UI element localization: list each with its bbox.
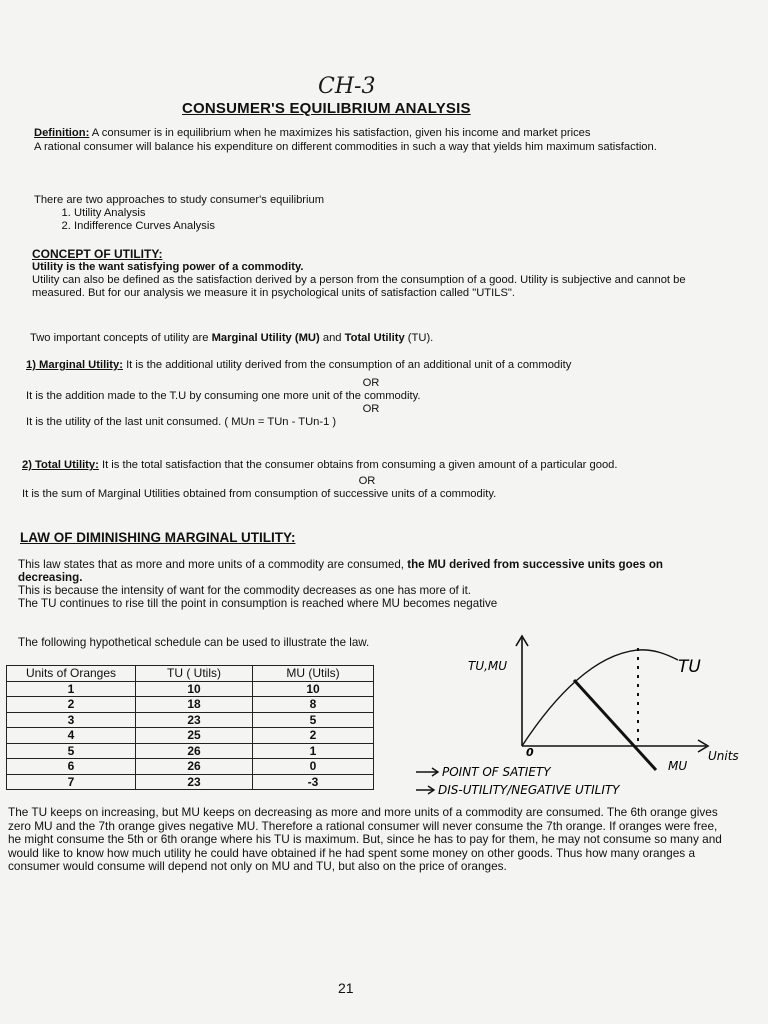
table-cell: 23	[136, 712, 253, 728]
approaches-section	[34, 194, 734, 233]
approach-item: 1. Utility Analysis	[74, 207, 734, 220]
or-label: OR	[362, 403, 380, 415]
definition-section	[34, 127, 734, 154]
table-cell: 26	[136, 759, 253, 775]
x-axis-label: Units	[708, 749, 739, 763]
table-cell: 5	[253, 712, 374, 728]
table-cell: 6	[7, 759, 136, 775]
table-cell: 7	[7, 774, 136, 790]
page-title: CONSUMER'S EQUILIBRIUM ANALYSIS	[182, 100, 471, 117]
schedule-intro: The following hypothetical schedule can be used to illustrate the law.	[18, 636, 370, 649]
or-label: OR	[358, 475, 376, 487]
law-heading: LAW OF DIMINISHING MARGINAL UTILITY:	[20, 530, 296, 545]
table-cell: 2	[7, 697, 136, 713]
table-cell: 1	[7, 681, 136, 697]
concept-text: Utility can also be defined as the satisfaction derived by a person from the consumption of a good. Utility is subjective and cannot be measured. But for our analysis we measure it in psychological units of satisfaction called "UTILS".	[32, 274, 686, 299]
table-cell: 25	[136, 728, 253, 744]
law-bold: the MU derived from successive units goes on decreasing.	[18, 558, 663, 584]
marginal-alt-2: It is the utility of the last unit consumed. ( MUn = TUn - TUn-1 )	[26, 416, 337, 428]
table-cell: 10	[136, 681, 253, 697]
conclusion-paragraph: The TU keeps on increasing, but MU keeps on decreasing as more and more units of a commodity are consumed. The 6th orange gives zero MU and the 7th orange gives negative MU. Therefore a rational consumer will never consume the 7th orange. If oranges were free, he might consume the 5th or 6th orange where his TU is maximum. But, since he has to pay for them, he may not consume so many and would like to know how much utility he could have obtained if he had spent some money on other goods. Thus how many oranges a consumer would consume will depend not only on MU and TU, but also on the price of oranges.	[8, 805, 722, 874]
tu-mu-graph	[416, 634, 768, 808]
utility-schedule-table	[6, 665, 374, 790]
table-cell: 3	[7, 712, 136, 728]
law-pre: This law states that as more and more units of a commodity are consumed,	[18, 558, 408, 571]
table-row	[7, 712, 374, 728]
tu-curve	[522, 650, 678, 746]
concept-bold: Utility is the want satisfying power of a commodity.	[32, 261, 304, 273]
chapter-label: CH-3	[318, 74, 376, 99]
page-number: 21	[338, 980, 354, 996]
tu-term: Total Utility	[344, 332, 405, 344]
table-row	[7, 759, 374, 775]
definition-text-2: A rational consumer will balance his expenditure on different commodities in such a way that yields him maximum satisfaction.	[34, 141, 657, 153]
marginal-utility-section	[26, 359, 716, 429]
table-cell: 2	[253, 728, 374, 744]
table-cell: -3	[253, 774, 374, 790]
approaches-list	[34, 207, 734, 233]
table-cell: 4	[7, 728, 136, 744]
concept-heading: CONCEPT OF UTILITY:	[32, 247, 163, 261]
table-cell: 26	[136, 743, 253, 759]
definition-text: A consumer is in equilibrium when he maximizes his satisfaction, given his income and market prices	[89, 127, 591, 139]
approach-item: 2. Indifference Curves Analysis	[74, 220, 734, 233]
mu-line-label: MU	[668, 759, 688, 773]
table-cell: 0	[253, 759, 374, 775]
table-row	[7, 743, 374, 759]
approaches-intro: There are two approaches to study consumer's equilibrium	[34, 194, 325, 206]
definition-label: Definition:	[34, 127, 90, 139]
table-cell: 1	[253, 743, 374, 759]
or-label: OR	[362, 377, 380, 389]
table-cell: 10	[253, 681, 374, 697]
point-of-satiety-label: POINT OF SATIETY	[442, 765, 551, 779]
table-row	[7, 728, 374, 744]
y-axis-label: TU,MU	[468, 659, 508, 673]
law-section	[18, 558, 724, 610]
law-line-3: The TU continues to rise till the point in consumption is reached where MU becomes negative	[18, 597, 498, 610]
mu-line	[574, 680, 656, 770]
total-text: It is the total satisfaction that the consumer obtains from consuming a given amount of a particular good.	[98, 459, 618, 471]
column-header: MU (Utils)	[253, 666, 374, 682]
total-utility-section	[22, 459, 712, 501]
two-concepts-line	[30, 332, 750, 345]
table-row	[7, 697, 374, 713]
table-header-row	[7, 666, 374, 682]
tu-curve-label: TU	[678, 657, 701, 677]
two-concepts-pre: Two important concepts of utility are	[30, 332, 212, 344]
column-header: Units of Oranges	[7, 666, 136, 682]
law-line-2: This is because the intensity of want for the commodity decreases as one has more of it.	[18, 584, 472, 597]
disutility-label: DIS-UTILITY/NEGATIVE UTILITY	[438, 783, 620, 797]
table-row	[7, 681, 374, 697]
origin-label: 0	[526, 746, 534, 759]
total-alt: It is the sum of Marginal Utilities obtained from consumption of successive units of a commodity.	[22, 488, 497, 500]
two-concepts-post: (TU).	[404, 332, 434, 344]
total-label: 2) Total Utility:	[22, 459, 99, 471]
marginal-label: 1) Marginal Utility:	[26, 359, 123, 371]
table-row	[7, 774, 374, 790]
table-cell: 5	[7, 743, 136, 759]
mu-term: Marginal Utility (MU)	[211, 332, 320, 344]
marginal-alt-1: It is the addition made to the T.U by consuming one more unit of the commodity.	[26, 390, 421, 402]
table-cell: 8	[253, 697, 374, 713]
concept-section	[32, 248, 712, 300]
column-header: TU ( Utils)	[136, 666, 253, 682]
table-cell: 18	[136, 697, 253, 713]
marginal-text: It is the additional utility derived from the consumption of an additional unit of a commodity	[122, 359, 572, 371]
table-cell: 23	[136, 774, 253, 790]
two-concepts-and: and	[319, 332, 345, 344]
